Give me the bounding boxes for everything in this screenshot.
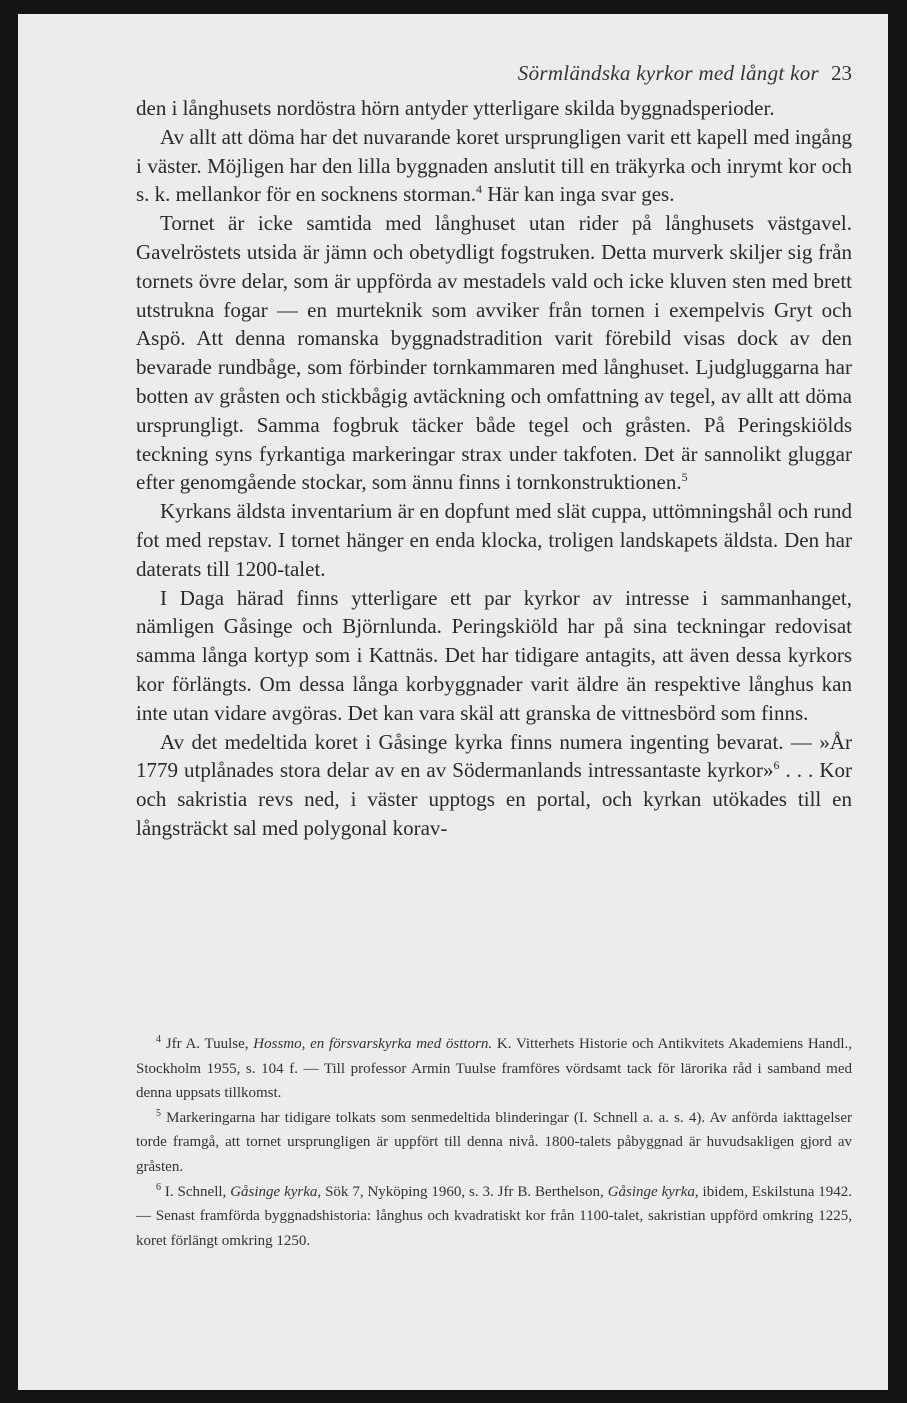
paragraph-2-text-b: Här kan inga svar ges. [482,182,675,207]
footnote-5 [136,1106,852,1180]
body-text [136,94,852,843]
running-head [18,61,852,86]
footnote-4-pre: Jfr A. Tuulse, [161,1036,254,1052]
paragraph-6-text-b: . . . Kor och sakristia revs ned, i väster upptogs en portal, och kyrkan utökades till en långsträckt sal med polygonal korav- [136,758,852,840]
paragraph-2-text-a: Av allt att döma har det nuvarande koret ursprungligen varit ett kapell med ingång i väster. Möjligen har den lilla byggnaden anslutit till en träkyrka och inrymt kor och s. k. mellankor för en socknens storman. [136,124,852,207]
paragraph-2 [136,123,852,209]
footnote-6 [136,1180,852,1254]
footnote-4-title: Hossmo, en försvarskyrka med östtorn. [253,1036,493,1052]
book-page [18,14,888,1390]
paragraph-6-text-a: Av det medeltida koret i Gåsinge kyrka finns numera ingenting bevarat. — »År 1779 utplånades stora delar av en av Södermanlands intressantaste kyrkor» [136,729,852,783]
footnote-6-title-2: Gåsinge kyrka, [607,1183,699,1200]
footnotes [136,1032,852,1253]
page-number: 23 [831,61,852,85]
footnote-ref-6: 6 [773,758,780,773]
paragraph-1: den i långhusets nordöstra hörn antyder ytterligare skilda byggnadsperioder. [136,96,775,120]
running-title: Sörmländska kyrkor med långt kor [517,61,819,85]
paragraph-3 [136,209,852,497]
footnote-6-mark: 6 [156,1181,161,1193]
paragraph-3-text: Tornet är icke samtida med långhuset utan rider på långhusets västgavel. Gavelröstets utsida är jämn och obetydligt fogstruken. Detta murverk skiljer sig från tornets övre delar, som är uppförda av mestadels vald och icke kluven sten med brett utstrukna fogar — en murteknik som avviker från tornen i exempelvis Gryt och Aspö. Att denna romanska byggnadstradition varit förebild visas dock av den bevarade rundbåge, som förbinder tornkammaren med långhuset. Ljudgluggarna har botten av gråsten och stickbågig avtäckning och omfattning av tegel, av allt att döma ursprungligt. Samma fogbruk täcker både tegel och gråsten. På Peringskiölds teckning syns fyrkantiga markeringar strax under takfoten. Det är sannolikt gluggar efter genomgående stockar, som ännu finns i tornkonstruktionen. [136,211,852,495]
footnote-5-text: Markeringarna har tidigare tolkats som senmedeltida blinderingar (I. Schnell a. a. s. 4). Av anförda iakttagelser torde framgå, att tornet ursprungligen är uppfört till denna nivå. 1800-talets påbyggnad är huvudsakligen gjord av gråsten. [136,1109,852,1175]
footnote-6-post: ibidem, Eskilstuna 1942. — Senast framförda byggnadshistoria: långhus och kvadratiskt kor från 1100-talet, sakristian uppförd omkring 1225, koret förlängt omkring 1250. [136,1183,853,1249]
paragraph-4: Kyrkans äldsta inventarium är en dopfunt med slät cuppa, uttömningshål och rund fot med repstav. I tornet hänger en enda klocka, troligen landskapets äldsta. Den har daterats till 1200-talet. [136,499,852,581]
footnote-4-mark: 4 [156,1034,161,1045]
footnote-6-title-1: Gåsinge kyrka, [230,1183,322,1200]
paragraph-5: I Daga härad finns ytterligare ett par kyrkor av intresse i sammanhanget, nämligen Gåsinge och Björnlunda. Peringskiöld har på sina teckningar redovisat samma långa kortyp som i Kattnäs. Det har tidigare antagits, att även dessa kyrkors kor förlängts. Om dessa långa korbyggnader varit äldre än respektive långhus kan inte utan vidare avgöras. Det kan vara skäl att granska de vittnesbörd som finns. [136,585,852,725]
footnote-6-mid: Sök 7, Nyköping 1960, s. 3. Jfr B. Berthelson, [321,1183,608,1200]
footnote-4-post: K. Vitterhets Historie och Antikvitets Akademiens Handl., Stockholm 1955, s. 104 f. — Till professor Armin Tuulse framföres vördsamt tack för lärorika råd i samband med denna uppsats tillkomst. [136,1036,852,1102]
footnote-4 [136,1032,852,1106]
footnote-ref-5: 5 [681,470,688,485]
footnote-6-pre: I. Schnell, [161,1183,231,1200]
footnote-ref-4: 4 [476,182,483,197]
footnote-5-mark: 5 [156,1107,161,1119]
paragraph-6 [136,728,852,843]
